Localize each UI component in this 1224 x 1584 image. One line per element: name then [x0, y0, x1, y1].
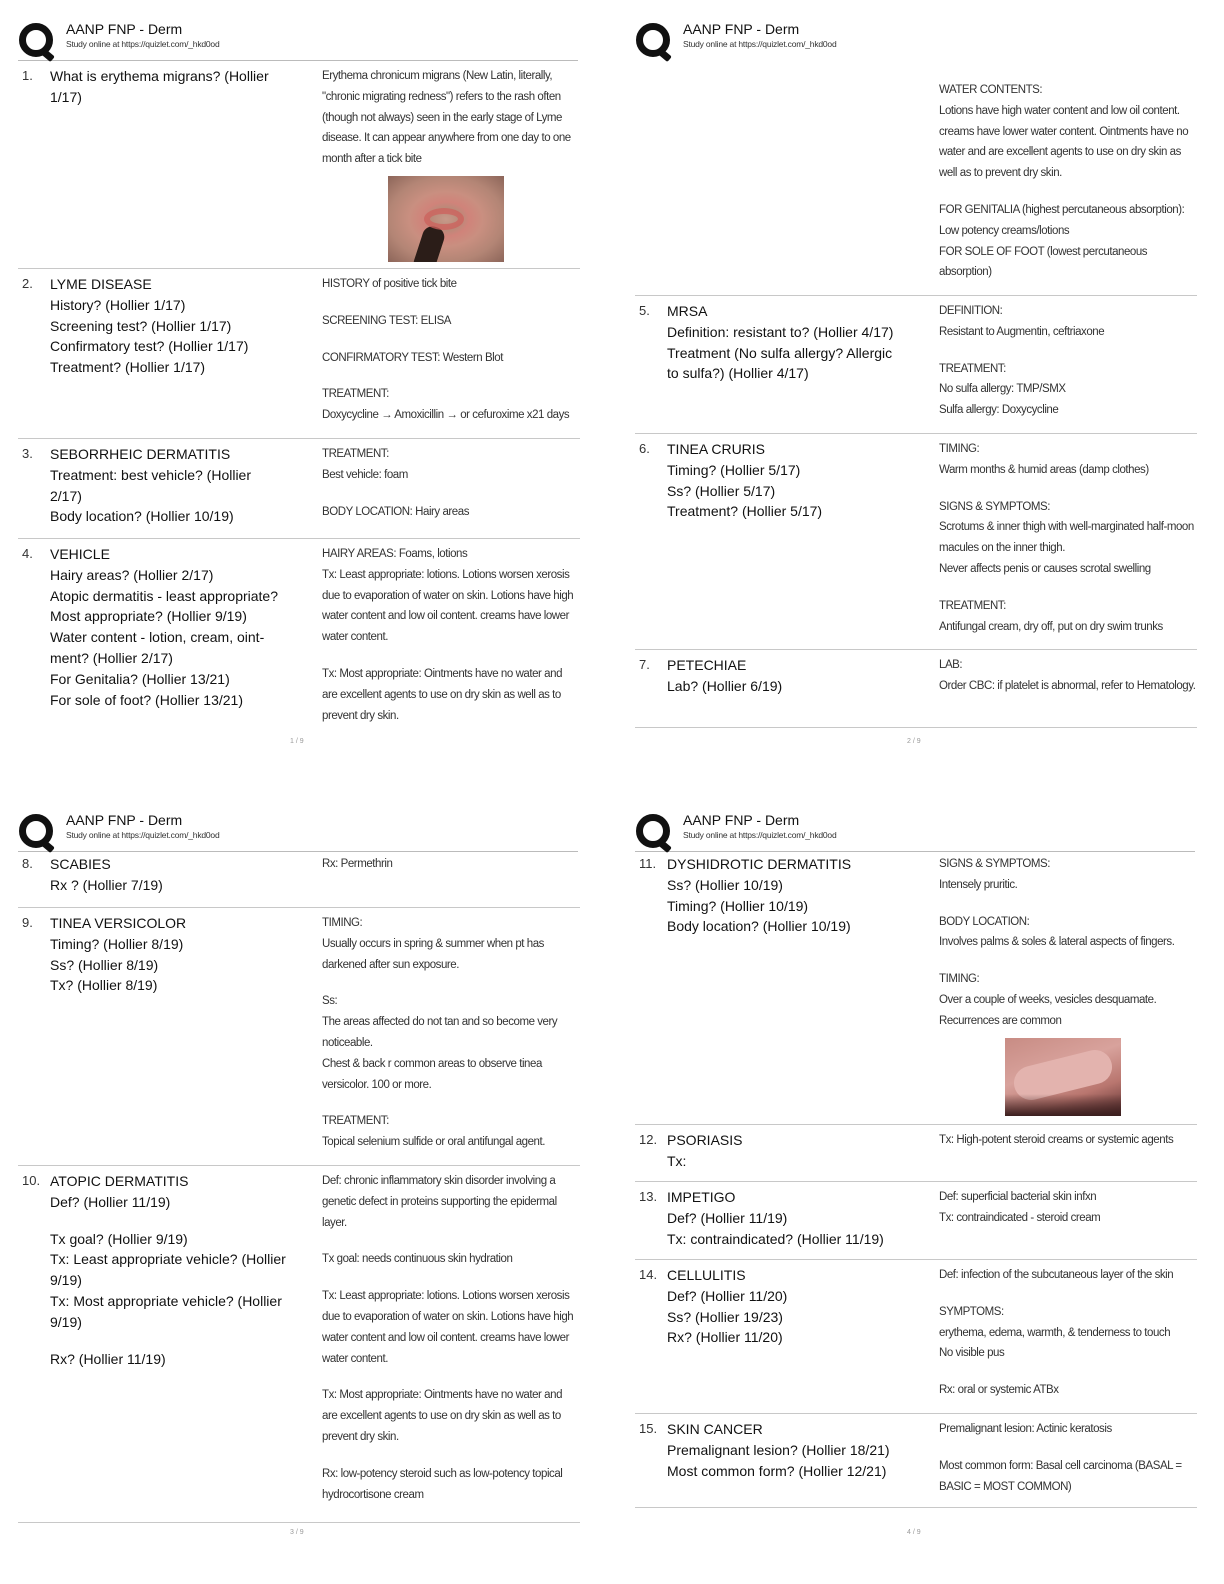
set-title: AANP FNP - Derm [683, 812, 800, 828]
card-number: 2. [22, 276, 33, 291]
page-header [635, 22, 1197, 60]
page-header [635, 813, 1197, 851]
flashcard-12 [635, 1125, 1197, 1182]
quizlet-logo-icon [18, 22, 54, 58]
card-term: PSORIASIS Tx: [667, 1132, 743, 1169]
card-term: SCABIES Rx ? (Hollier 7/19) [50, 856, 163, 893]
card-number [635, 80, 667, 288]
study-online-link[interactable]: Study online at https://quizlet.com/_hkd0od [683, 830, 837, 840]
card-definition: Erythema chronicum migrans (New Latin, literally, "chronic migrating redness") refers to the rash often (though not always) seen in the early stage of Lyme disease. It can appear anywhere from one day to one month after a tick bite [322, 66, 580, 261]
set-title: AANP FNP - Derm [66, 812, 183, 828]
set-title: AANP FNP - Derm [66, 21, 183, 37]
card-term: TINEA VERSICOLOR Timing? (Hollier 8/19) Ss? (Hollier 8/19) Tx? (Hollier 8/19) [50, 915, 187, 994]
card-definition: Premalignant lesion: Actinic keratosis Most common form: Basal cell carcinoma (BASAL = BASIC = MOST COMMON) [939, 1423, 1182, 1493]
quizlet-logo-icon [635, 22, 671, 58]
flashcard-3 [18, 439, 580, 539]
card-number: 7. [639, 657, 650, 672]
card-term: VEHICLE Hairy areas? (Hollier 2/17) Atopic dermatitis - least appropriate? Most appropriate? (Hollier 9/19) Water content - lotion, cream, oint- ment? (Hollier 2/17) For Genitalia? (Hollier 13/21) For sole of foot? (Hollier 13/21) [50, 546, 278, 708]
card-definition: Def: chronic inflammatory skin disorder involving a genetic defect in proteins supporting the epidermal layer. Tx goal: needs continuous skin hydration Tx: Least appropriate: lotions. Lotions worsen xerosis due to evaporation of water on skin. Lotions have high water content and low oil content. creams have lower water content. Tx: Most appropriate: Ointments have no water and are excellent agents to use on dry skin as well as to prevent dry skin. Rx: low-potency steroid such as low-potency topical hydrocortisone cream [322, 1175, 574, 1501]
card-definition: LAB: Order CBC: if platelet is abnormal, refer to Hematology. [939, 659, 1196, 692]
card-number: 14. [639, 1267, 658, 1282]
flashcard-4-continued [635, 60, 1197, 296]
flashcard-4 [18, 539, 580, 729]
card-number: 9. [22, 915, 33, 930]
card-term: MRSA Definition: resistant to? (Hollier 4/17) Treatment (No sulfa allergy? Allergic to sulfa?) (Hollier 4/17) [667, 303, 894, 382]
card-number: 12. [639, 1132, 658, 1147]
card-definition: HAIRY AREAS: Foams, lotions Tx: Least appropriate: lotions. Lotions worsen xerosis due to evaporation of water on skin. Lotions have high water content and low oil content. creams have lower water content. Tx: Most appropriate: Ointments have no water and are excellent agents to use on dry skin as well as to prevent dry skin. [322, 548, 574, 722]
quizlet-logo-icon [18, 813, 54, 849]
erythema-migrans-photo [388, 176, 504, 262]
flashcard-8 [18, 852, 580, 908]
dyshidrotic-dermatitis-photo [1005, 1038, 1121, 1116]
card-number: 4. [22, 546, 33, 561]
card-definition: SIGNS & SYMPTOMS: Intensely pruritic. BODY LOCATION: Involves palms & soles & lateral aspects of fingers. TIMING: Over a couple of weeks, vesicles desquamate. Recurrences are common [939, 854, 1197, 1117]
flashcard-page-1 [18, 21, 580, 745]
flashcard-page-4 [635, 812, 1197, 1536]
card-number: 13. [639, 1189, 658, 1204]
card-term: LYME DISEASE History? (Hollier 1/17) Screening test? (Hollier 1/17) Confirmatory test? (Hollier 1/17) Treatment? (Hollier 1/17) [50, 276, 249, 376]
flashcard-1 [18, 61, 580, 269]
flashcard-15 [635, 1414, 1197, 1508]
card-number: 10. [22, 1173, 41, 1188]
study-online-link[interactable]: Study online at https://quizlet.com/_hkd0od [683, 39, 837, 49]
card-number: 5. [639, 303, 650, 318]
flashcard-13 [635, 1182, 1197, 1260]
card-term: PETECHIAE Lab? (Hollier 6/19) [667, 657, 783, 694]
page-header [18, 22, 580, 60]
page-header [18, 813, 580, 851]
flashcard-9 [18, 908, 580, 1166]
card-term: TINEA CRURIS Timing? (Hollier 5/17) Ss? (Hollier 5/17) Treatment? (Hollier 5/17) [667, 441, 823, 520]
page-number: 2 / 9 [907, 738, 921, 745]
card-definition: TIMING: Warm months & humid areas (damp clothes) SIGNS & SYMPTOMS: Scrotums & inner thigh with well-marginated half-moon macules on the inner thigh. Never affects penis or causes scrotal swelling TREATMENT: Antifungal cream, dry off, put on dry swim trunks [939, 443, 1194, 633]
card-term: What is erythema migrans? (Hollier 1/17) [50, 68, 269, 105]
flashcard-page-3 [18, 812, 580, 1536]
flashcard-2 [18, 269, 580, 439]
card-definition: TIMING: Usually occurs in spring & summer when pt has darkened after sun exposure. Ss: The areas affected do not tan and so become very noticeable. Chest & back r common areas to observe tinea versicolor. 100 or more. TREATMENT: Topical selenium sulfide or oral antifungal agent. [322, 917, 558, 1149]
flashcard-6 [635, 434, 1197, 650]
card-definition: Def: infection of the subcutaneous layer of the skin SYMPTOMS: erythema, edema, warmth, & tenderness to touch No visible pus Rx: oral or systemic ATBx [939, 1269, 1174, 1397]
card-definition: Tx: High-potent steroid creams or systemic agents [939, 1134, 1174, 1146]
card-term: SEBORRHEIC DERMATITIS Treatment: best vehicle? (Hollier 2/17) Body location? (Hollier 10/19) [50, 446, 252, 525]
card-term: SKIN CANCER Premalignant lesion? (Hollier 18/21) Most common form? (Hollier 12/21) [667, 1421, 890, 1479]
card-definition: WATER CONTENTS: Lotions have high water content and low oil content. creams have lower water content. Ointments have no water and are excellent agents to use on dry skin as well as to prevent dry skin. FOR GENITALIA (highest percutaneous absorption): Low potency creams/lotions FOR SOLE OF FOOT (lowest percutaneous absorption) [939, 84, 1189, 279]
flashcard-11 [635, 852, 1197, 1125]
page-number: 1 / 9 [290, 738, 304, 745]
study-online-link[interactable]: Study online at https://quizlet.com/_hkd0od [66, 39, 220, 49]
flashcard-7 [635, 650, 1197, 728]
card-definition: TREATMENT: Best vehicle: foam BODY LOCATION: Hairy areas [322, 448, 469, 518]
card-definition: Def: superficial bacterial skin infxn Tx: contraindicated - steroid cream [939, 1191, 1101, 1224]
card-number: 3. [22, 446, 33, 461]
card-term: DYSHIDROTIC DERMATITIS Ss? (Hollier 10/19) Timing? (Hollier 10/19) Body location? (Hollier 10/19) [667, 856, 852, 935]
flashcard-5 [635, 296, 1197, 434]
flashcard-page-2 [635, 21, 1197, 745]
page-number: 4 / 9 [907, 1529, 921, 1536]
card-term: ATOPIC DERMATITIS Def? (Hollier 11/19) Tx goal? (Hollier 9/19) Tx: Least appropriate vehicle? (Hollier 9/19) Tx: Most appropriate vehicle? (Hollier 9/19) Rx? (Hollier 11/19) [50, 1173, 286, 1367]
card-term: CELLULITIS Def? (Hollier 11/20) Ss? (Hollier 19/23) Rx? (Hollier 11/20) [667, 1267, 788, 1346]
card-definition: Rx: Permethrin [322, 858, 393, 870]
card-definition: HISTORY of positive tick bite SCREENING TEST: ELISA CONFIRMATORY TEST: Western Blot TREATMENT: Doxycycline → Amoxicillin → or cefuroxime x21 days [322, 278, 570, 422]
card-definition: DEFINITION: Resistant to Augmentin, ceftriaxone TREATMENT: No sulfa allergy: TMP/SMX Sulfa allergy: Doxycycline [939, 305, 1105, 417]
card-term [667, 80, 939, 288]
set-title: AANP FNP - Derm [683, 21, 800, 37]
card-number: 1. [22, 68, 33, 83]
study-online-link[interactable]: Study online at https://quizlet.com/_hkd0od [66, 830, 220, 840]
card-term: IMPETIGO Def? (Hollier 11/19) Tx: contraindicated? (Hollier 11/19) [667, 1189, 884, 1247]
quizlet-logo-icon [635, 813, 671, 849]
card-number: 6. [639, 441, 650, 456]
card-number: 15. [639, 1421, 658, 1436]
card-number: 8. [22, 856, 33, 871]
card-number: 11. [639, 856, 657, 871]
flashcard-10 [18, 1166, 580, 1523]
flashcard-14 [635, 1260, 1197, 1414]
page-number: 3 / 9 [290, 1529, 304, 1536]
